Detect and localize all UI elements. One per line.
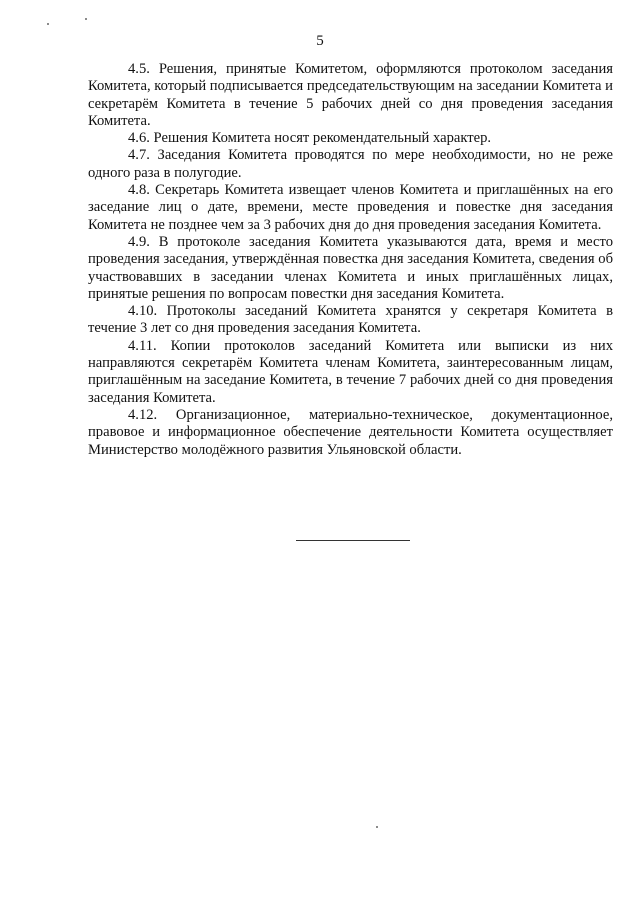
clause-4-7: 4.7. Заседания Комитета проводятся по мере необходимости, но не реже одного раза в полугодие. <box>88 147 613 181</box>
clause-4-10: 4.10. Протоколы заседаний Комитета хранятся у секретаря Комитета в течение 3 лет со дня проведения заседания Комитета. <box>88 303 613 337</box>
scan-speck <box>376 826 378 828</box>
scan-speck <box>47 23 49 25</box>
clause-4-12: 4.12. Организационное, материально-техническое, документационное, правовое и информационное обеспечение деятельности Комитета осуществляет Министерство молодёжного развития Ульяновской области. <box>88 406 613 458</box>
clause-4-8: 4.8. Секретарь Комитета извещает членов Комитета и приглашённых на его заседание лиц о дате, времени, месте проведения и повестке дня заседания Комитета не позднее чем за 3 рабочих дня до дня проведения заседания Комитета. <box>88 182 613 233</box>
clause-4-5: 4.5. Решения, принятые Комитетом, оформляются протоколом заседания Комитета, который подписывается председательствующим на заседании Комитета и секретарём Комитета в течение 5 рабочих дней со дня проведения заседания Комитета. <box>88 61 613 129</box>
clause-4-6: 4.6. Решения Комитета носят рекомендательный характер. <box>128 130 492 147</box>
clause-4-11: 4.11. Копии протоколов заседаний Комитета или выписки из них направляются секретарём Комитета членам Комитета, заинтересованным лицам, приглашённым на заседание Комитета, в течение 7 рабочих дней со дня проведения заседания Комитета. <box>88 337 613 406</box>
clause-4-9: 4.9. В протоколе заседания Комитета указываются дата, время и место проведения заседания, утверждённая повестка дня заседания Комитета, сведения об участвовавших в заседании членах Комитета и иных приглашённых лицах, принятые решения по вопросам повестки дня заседания Комитета. <box>88 233 613 302</box>
page-number: 5 <box>316 33 324 49</box>
scan-speck <box>85 18 87 20</box>
document-body <box>88 61 613 459</box>
closing-rule <box>296 540 410 541</box>
